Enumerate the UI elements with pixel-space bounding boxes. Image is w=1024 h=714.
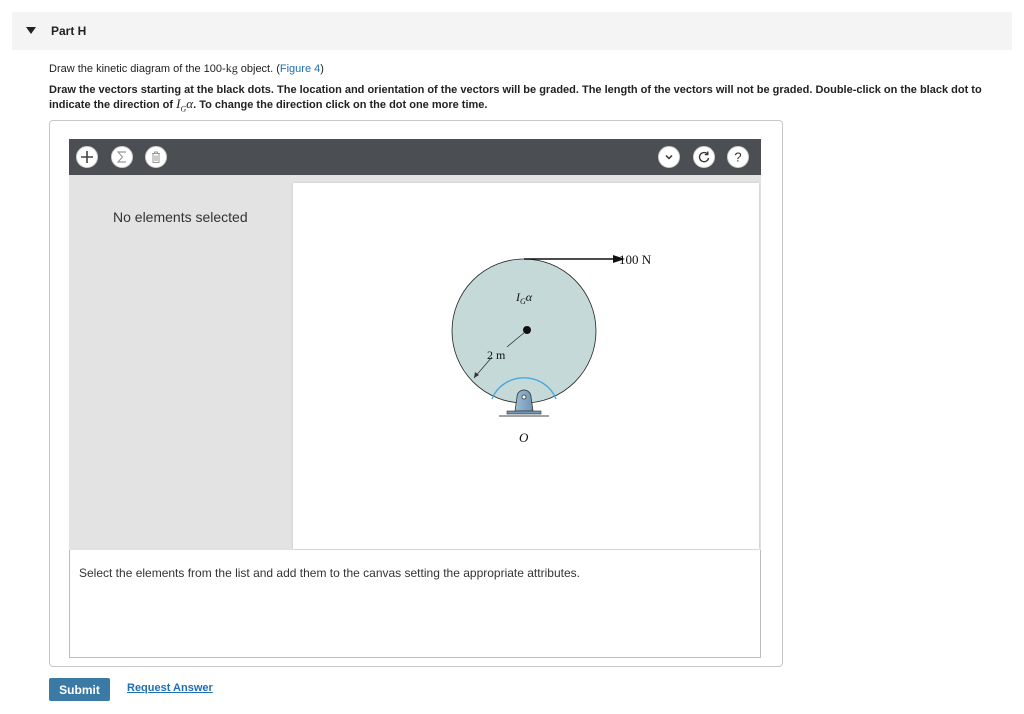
pin-hole [522, 395, 526, 399]
kg-unit: kg [225, 61, 238, 75]
figure-link[interactable]: Figure 4 [279, 63, 321, 75]
hint-area [69, 550, 761, 658]
pin-label: O [519, 430, 529, 445]
instruction-line-1: Draw the kinetic diagram of the 100-kg object. (Figure 4) [49, 61, 324, 75]
canvas-wrapper [288, 175, 761, 550]
part-header[interactable] [12, 12, 1012, 50]
collapse-caret-icon[interactable] [26, 27, 36, 34]
chevron-down-icon[interactable] [658, 146, 680, 168]
trash-icon[interactable] [145, 146, 167, 168]
drawing-canvas[interactable] [293, 183, 759, 549]
request-answer-link[interactable]: Request Answer [127, 682, 213, 694]
toolbar [69, 139, 761, 175]
help-icon[interactable] [727, 146, 749, 168]
submit-button[interactable]: Submit [49, 678, 110, 701]
part-title: Part H [51, 24, 87, 38]
canvas-hint: Select the elements from the list and add them to the canvas setting the appropriate attributes. [79, 566, 580, 580]
svg-text:?: ? [734, 150, 742, 164]
moment-symbol: $I_G\alpha$ [176, 96, 194, 114]
pin-support [515, 390, 533, 411]
force-label: 100 N [619, 252, 652, 267]
support-base [507, 411, 541, 414]
reset-icon[interactable] [693, 146, 715, 168]
radius-label: 2 m [487, 348, 506, 362]
no-elements-label: No elements selected [113, 209, 248, 225]
element-panel [69, 175, 288, 550]
plus-icon[interactable] [76, 146, 98, 168]
instruction-line-2: Draw the vectors starting at the black dots. The location and orientation of the vectors will be graded. The length of the vectors will not be graded. Double-click on the black dot to indicate the direction of $I_G\alpha$. To change the direction click on the dot one more time. [49, 84, 982, 114]
sigma-icon[interactable] [111, 146, 133, 168]
moment-label: $I_G\alpha$ [516, 290, 533, 306]
